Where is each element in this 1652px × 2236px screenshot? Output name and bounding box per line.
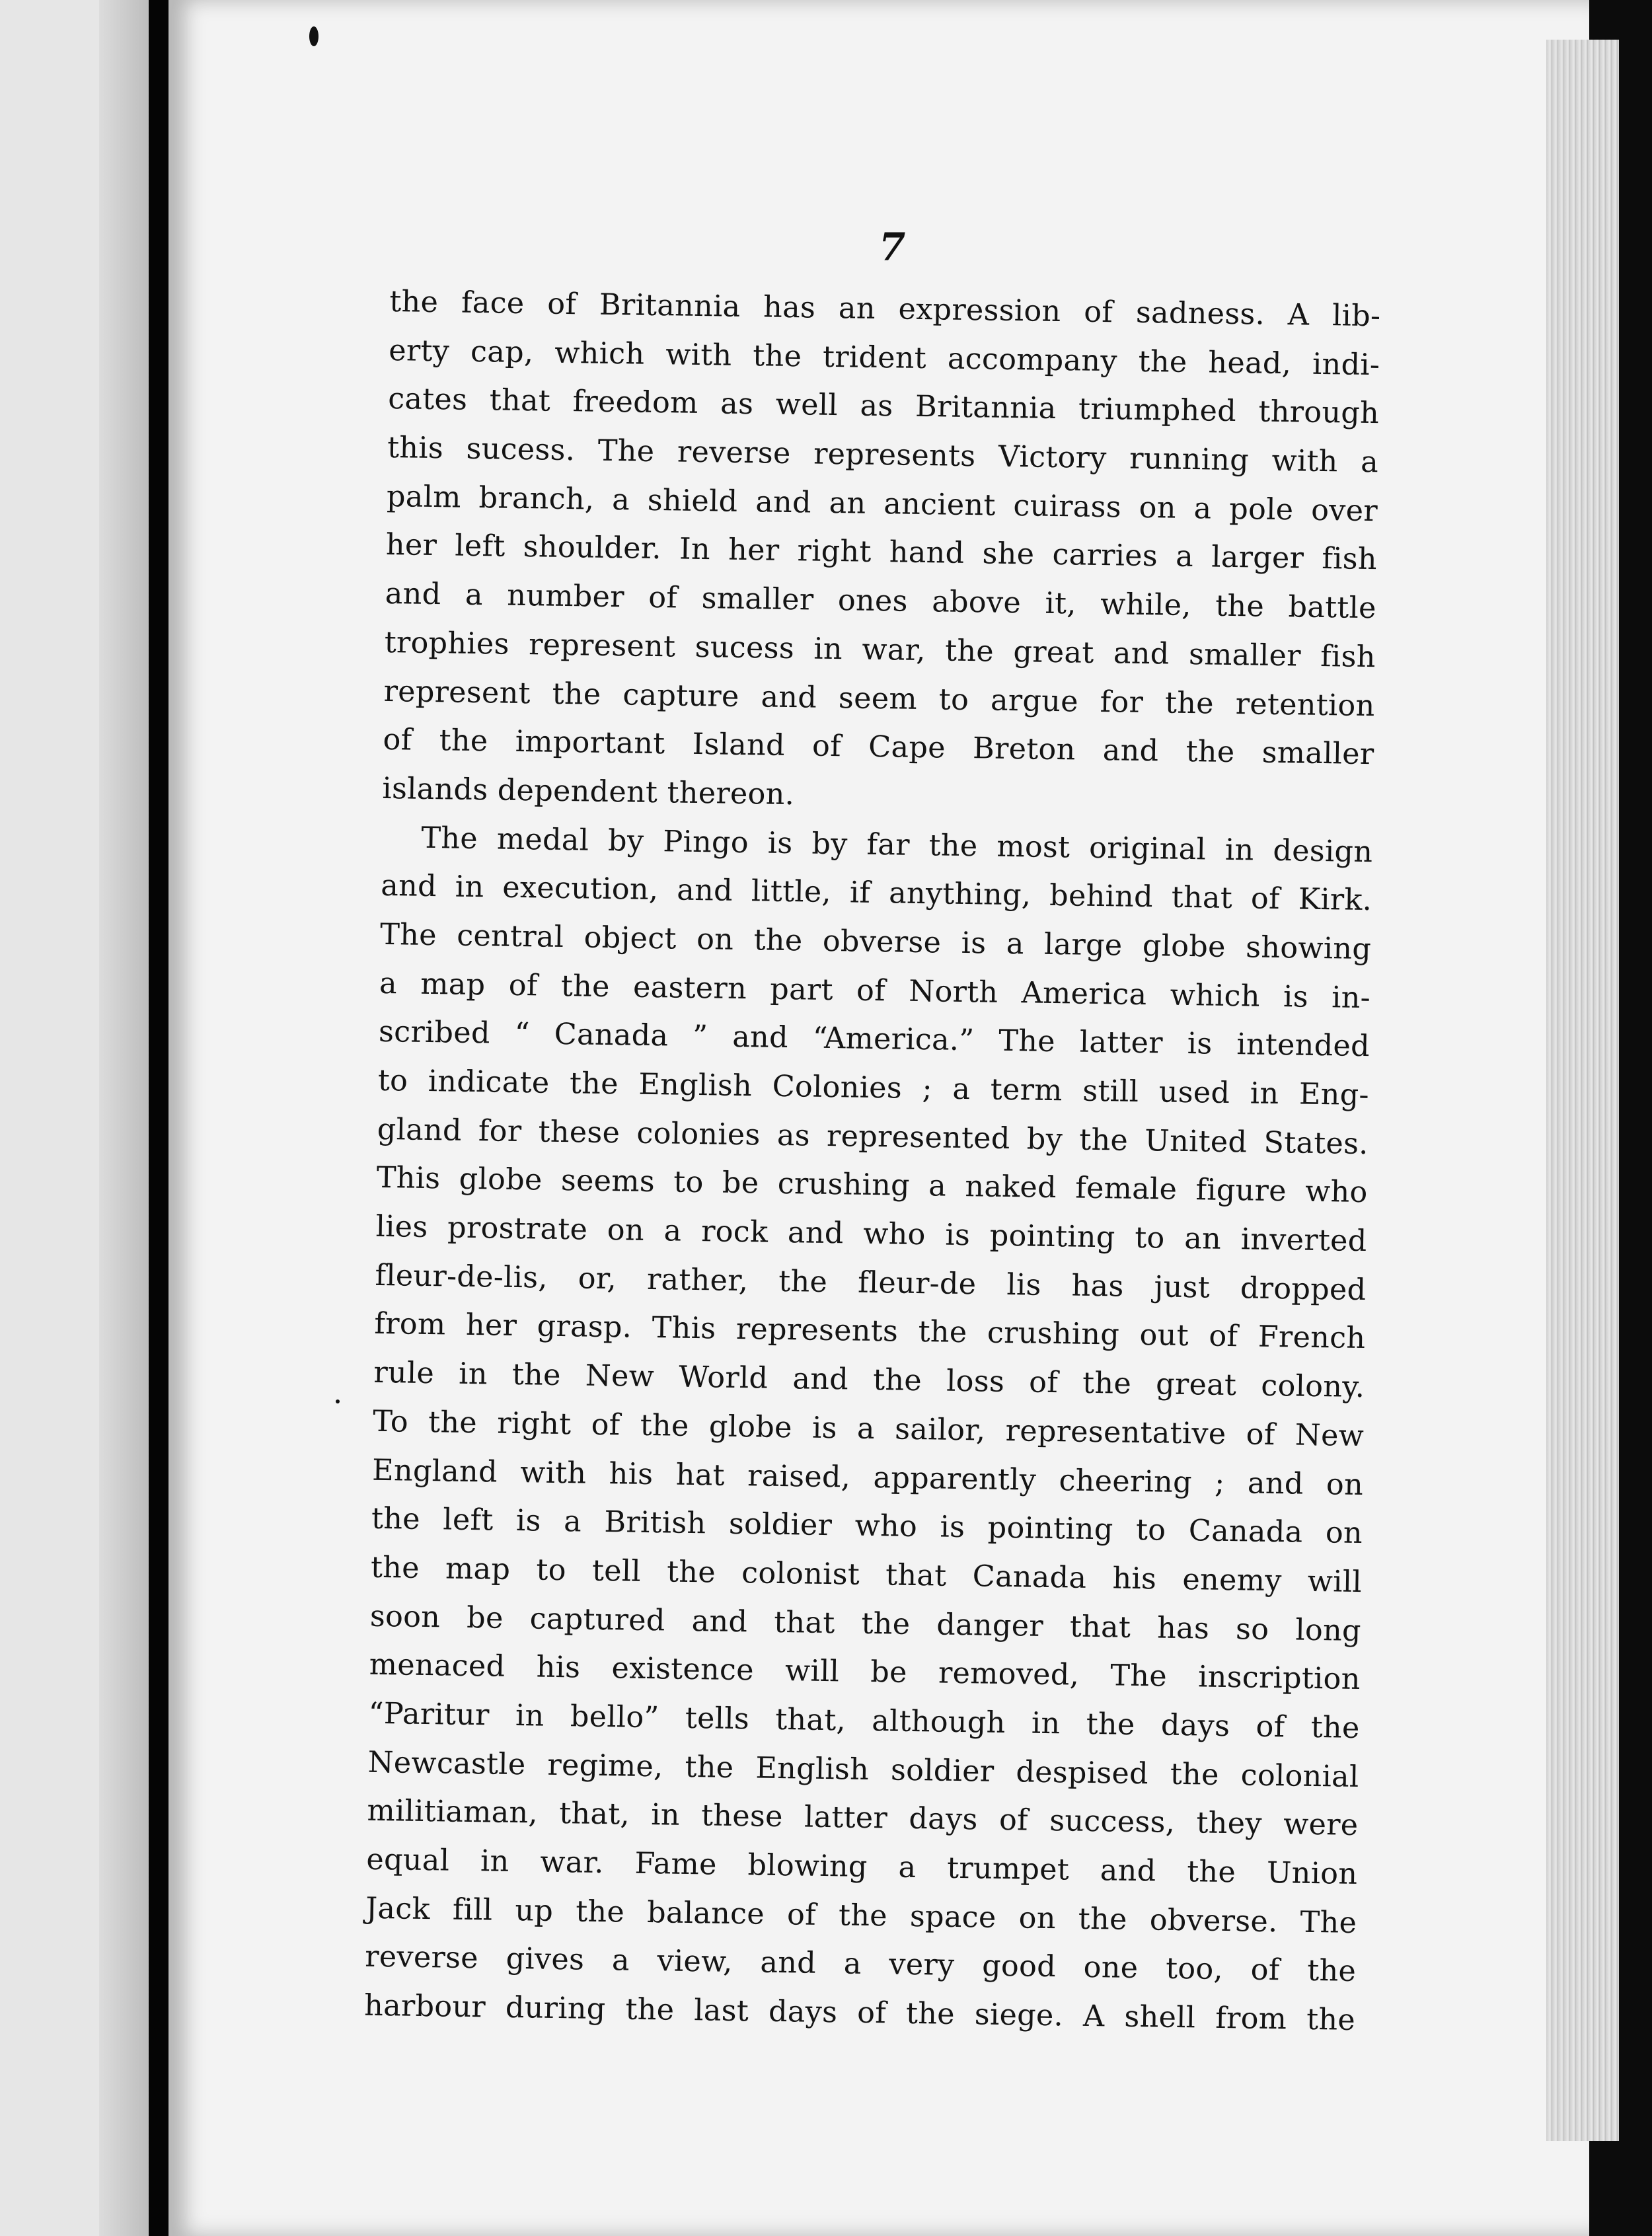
text-line: fleur-de-lis, or, rather, the fleur-de lis has just dropped xyxy=(375,1258,1367,1307)
text-line: and a number of smaller ones above it, while, the battle xyxy=(385,577,1377,626)
text-line: to indicate the English Colonies ; a term still used in Eng- xyxy=(377,1063,1370,1113)
text-line: England with his hat raised, apparently cheering ; and on xyxy=(371,1453,1364,1502)
text-line: “Paritur in bello” tells that, although in the days of the xyxy=(368,1696,1360,1745)
text-line: a map of the eastern part of North America which is in- xyxy=(379,966,1371,1015)
text-line: menaced his existence will be removed, The inscription xyxy=(369,1648,1361,1697)
text-line: the map to tell the colonist that Canada his enemy will xyxy=(370,1550,1363,1599)
text-line: this sucess. The reverse represents Victory running with a xyxy=(387,431,1379,480)
text-line: The central object on the obverse is a large globe showing xyxy=(379,917,1372,967)
text-line: This globe seems to be crushing a naked female figure who xyxy=(376,1161,1368,1210)
text-line: the face of Britannia has an expression of sadness. A lib- xyxy=(389,284,1381,334)
text-line: scribed “ Canada ” and “America.” The latter is intended xyxy=(378,1015,1370,1064)
text-line: and in execution, and little, if anything, behind that of Kirk. xyxy=(380,869,1372,918)
text-line: erty cap, which with the trident accompany the head, indi- xyxy=(388,333,1380,382)
text-line: lies prostrate on a rock and who is pointing to an inverted xyxy=(375,1209,1367,1259)
page-stack-edge xyxy=(1546,40,1619,2141)
text-line: soon be captured and that the danger that has so long xyxy=(369,1599,1362,1648)
text-line: Newcastle regime, the English soldier despised the colonial xyxy=(367,1745,1359,1794)
text-line: cates that freedom as well as Britannia triumphed through xyxy=(387,382,1380,431)
text-line: represent the capture and seem to argue for the retention xyxy=(383,674,1375,723)
text-line: To the right of the globe is a sailor, representative of New xyxy=(372,1404,1365,1453)
paragraph-start-line: The medal by Pingo is by far the most original in design xyxy=(421,821,1373,869)
text-line: of the important Island of Cape Breton and the smaller xyxy=(383,723,1374,772)
text-line: militiaman, that, in these latter days of success, they were xyxy=(367,1794,1359,1843)
text-line: the left is a British soldier who is pointing to Canada on xyxy=(371,1501,1363,1551)
text-line: her left shoulder. In her right hand she carries a larger fish xyxy=(385,528,1378,577)
text-line: trophies represent sucess in war, the great and smaller fish xyxy=(384,625,1376,675)
page-number: 7 xyxy=(879,225,906,270)
text-line: gland for these colonies as represented by the United States. xyxy=(377,1112,1369,1161)
text-line: rule in the New World and the loss of the great colony. xyxy=(373,1355,1365,1405)
left-page-shadow xyxy=(99,0,149,2236)
text-line: reverse gives a view, and a very good one too, of the xyxy=(364,1940,1357,1989)
text-line: equal in war. Fame blowing a trumpet and the Union xyxy=(366,1842,1358,1891)
text-line: palm branch, a shield and an ancient cuirass on a pole over xyxy=(386,479,1378,528)
text-line: Jack fill up the balance of the space on the obverse. The xyxy=(365,1891,1357,1940)
text-line: from her grasp. This represents the crushing out of French xyxy=(374,1307,1366,1356)
page-body-text xyxy=(364,278,1381,2045)
ink-speck xyxy=(309,26,319,46)
ink-speck xyxy=(336,1399,340,1403)
text-line: harbour during the last days of the siege. A shell from the xyxy=(363,1988,1356,2038)
text-line: islands dependent thereon. xyxy=(382,771,795,812)
